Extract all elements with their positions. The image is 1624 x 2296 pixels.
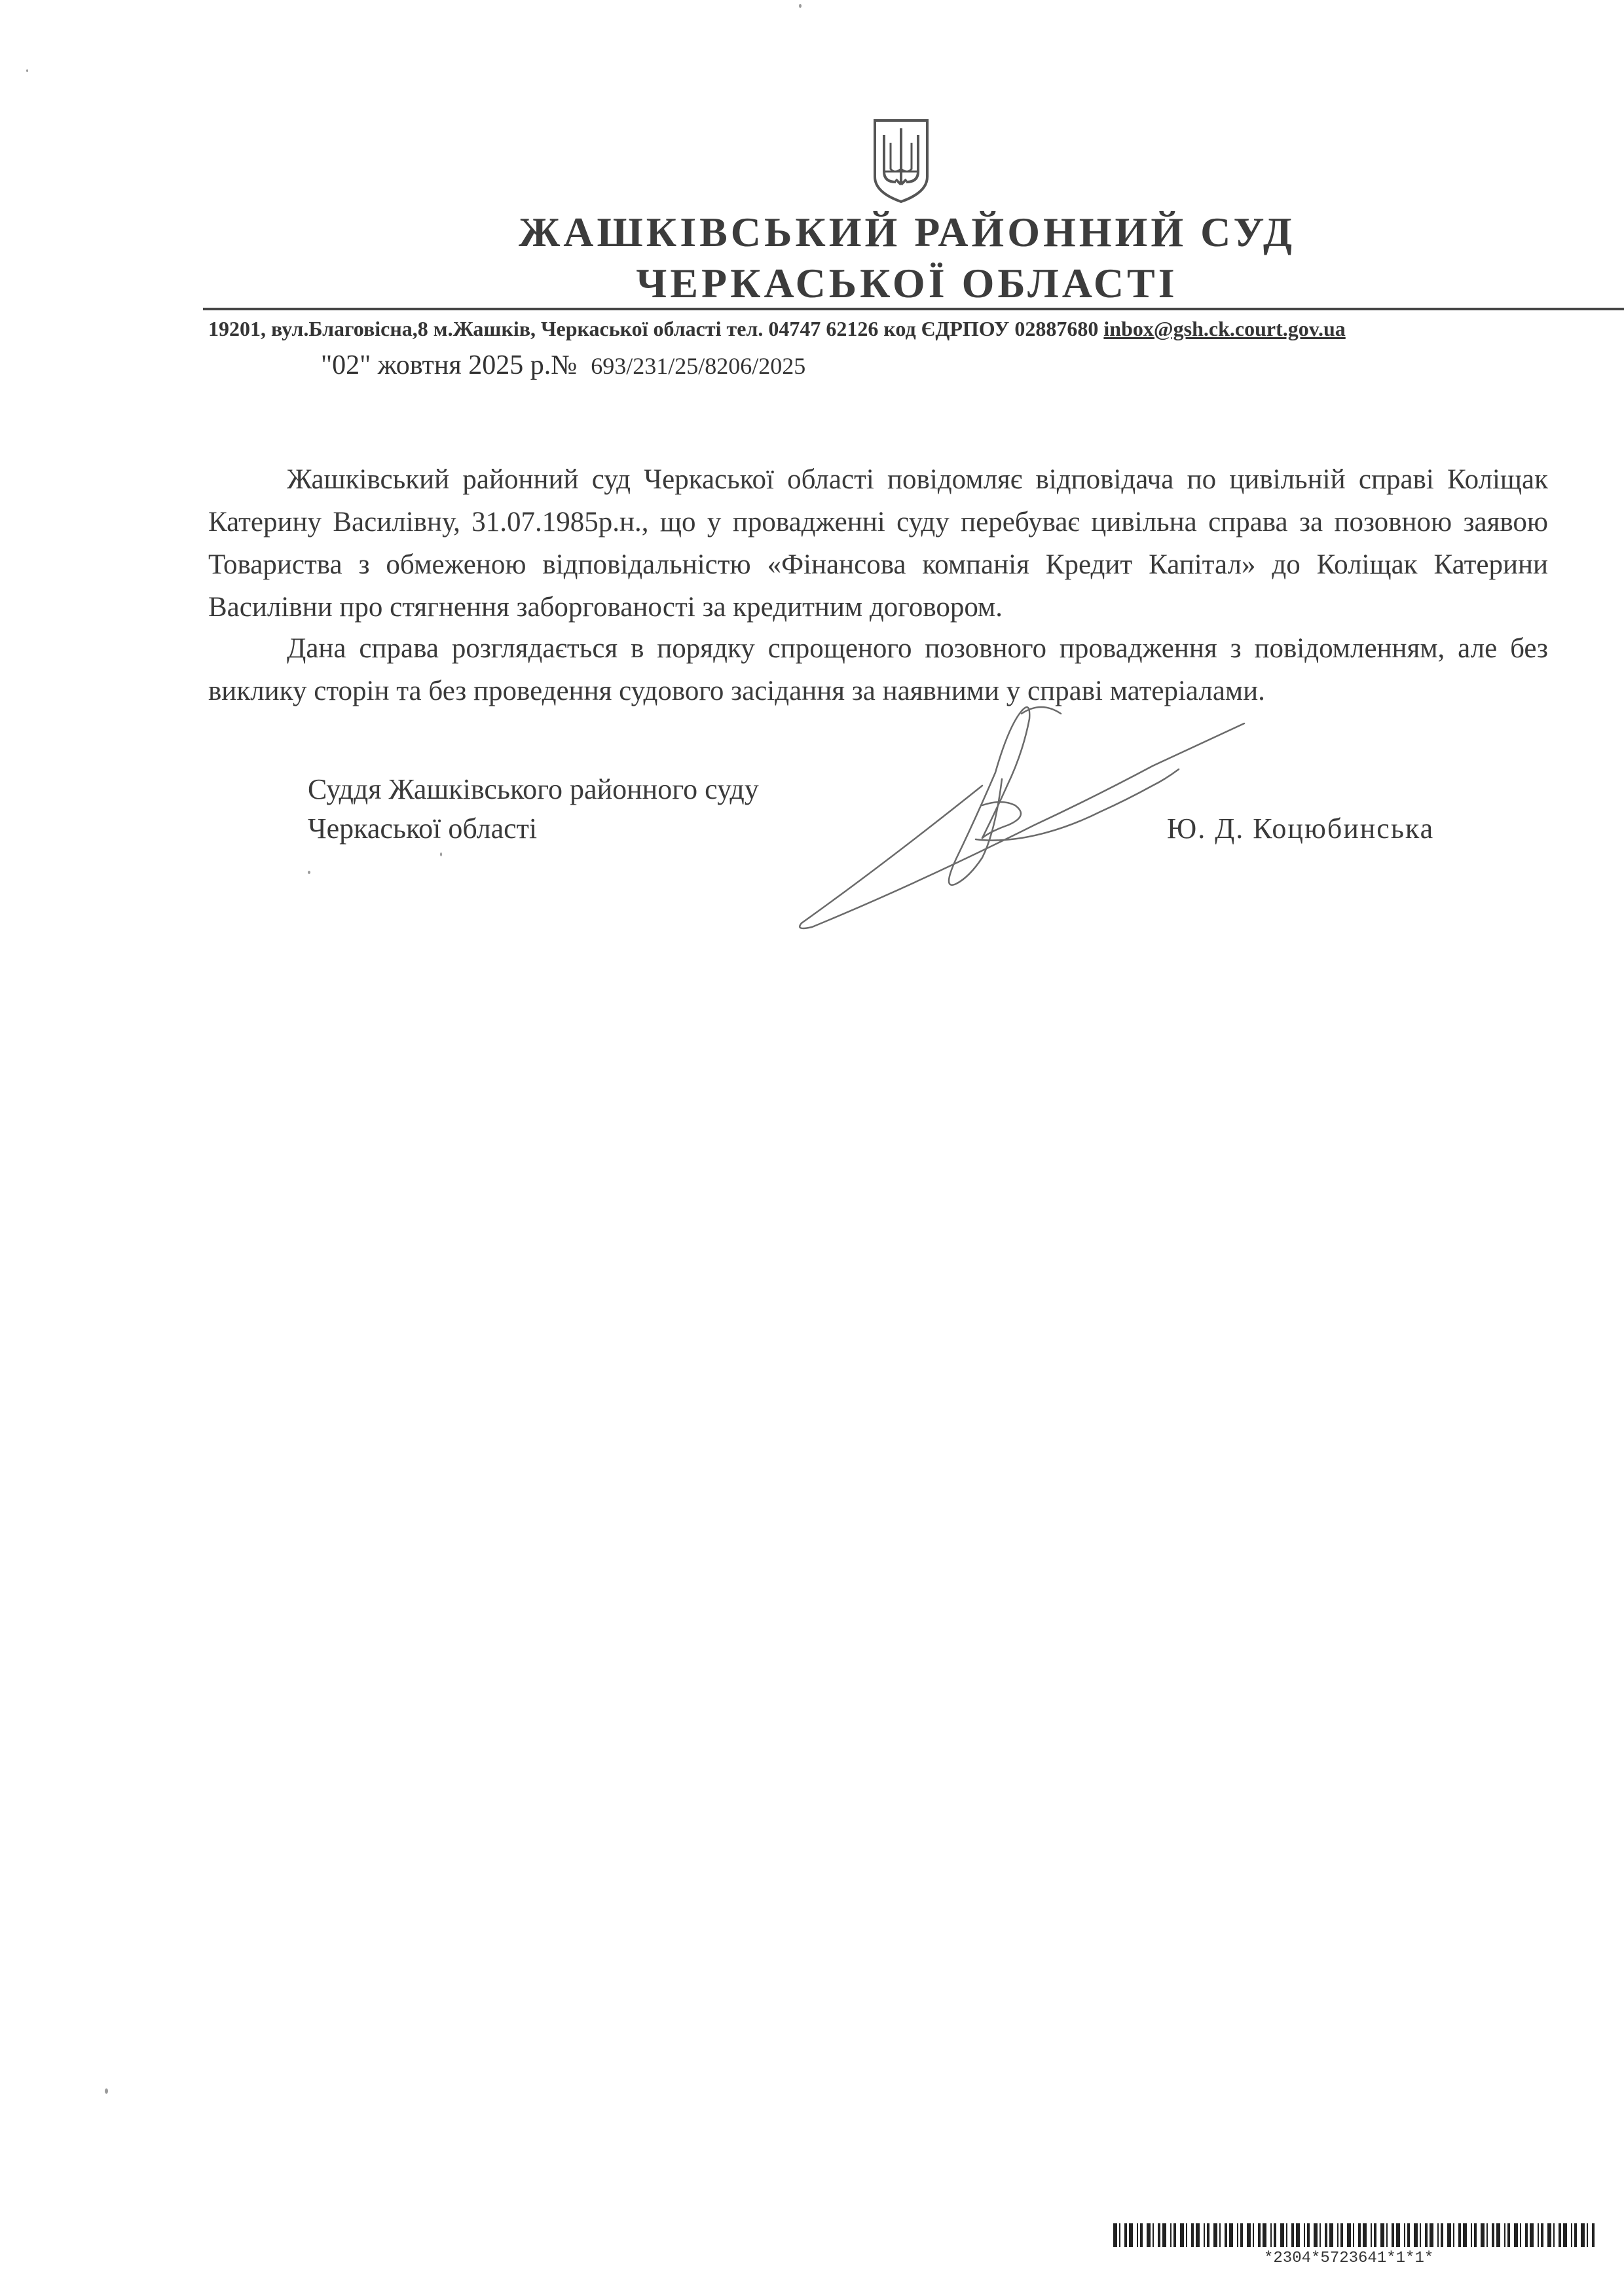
barcode-bar [1286,2223,1287,2247]
court-name: ЖАШКІВСЬКИЙ РАЙОННИЙ СУД [519,209,1295,255]
body-paragraph-2: Дана справа розглядається в порядку спрощеного позовного провадження з повідомленням, але без виклику сторін та без проведення судового засідання за наявними у справі матеріалами. [208,633,1548,706]
barcode-bar [1538,2223,1539,2247]
barcode-bar [1520,2223,1521,2247]
barcode-bar [1463,2223,1467,2247]
barcode-bar [1340,2223,1343,2247]
letter-date: "02" жовтня 2025 р. [321,350,551,380]
trident-emblem-icon [871,117,931,204]
barcode-bar [1396,2223,1400,2247]
barcode-bar [1119,2223,1120,2247]
barcode-bar [1173,2223,1176,2247]
barcode-bar [1514,2223,1518,2247]
barcode-bar [1196,2223,1200,2247]
barcode-bar [1325,2223,1327,2247]
barcode-bar [1296,2223,1300,2247]
barcode-bar [1253,2223,1254,2247]
barcode-bar [1492,2223,1494,2247]
barcode-bar [1191,2223,1194,2247]
barcode-bar [1592,2223,1595,2247]
barcode-bar [1441,2223,1443,2247]
barcode-bar [1225,2223,1227,2247]
barcode-bar [1474,2223,1477,2247]
barcode-bar [1574,2223,1577,2247]
letter-date-line [321,350,805,381]
barcode-bar [1229,2223,1233,2247]
barcode-bar [1374,2223,1376,2247]
barcode-bar [1129,2223,1133,2247]
barcode-bar [1314,2223,1318,2247]
signer-name: Ю. Д. Коцюбинська [1167,812,1435,845]
barcode-bar [1304,2223,1305,2247]
barcode-text: *2304*5723641*1*1* [1264,2250,1434,2267]
barcode-bar [1430,2223,1433,2247]
barcode-bar [1219,2223,1221,2247]
scan-speck [308,871,310,874]
barcode-bar [1386,2223,1388,2247]
header-divider [203,308,1624,310]
handwritten-signature-icon [786,687,1283,949]
barcode-bar [1274,2223,1276,2247]
contacts-text: 19201, вул.Благовісна,8 м.Жашків, Черкаської області тел. 04747 62126 код ЄДРПОУ 02887680 [208,317,1104,340]
barcode-bar [1337,2223,1338,2247]
barcode-bar [1547,2223,1551,2247]
barcode-bar [1162,2223,1166,2247]
barcode-bar [1237,2223,1238,2247]
barcode-bar [1414,2223,1418,2247]
barcode-bar [1186,2223,1187,2247]
barcode-bar [1541,2223,1543,2247]
barcode-bar [1180,2223,1184,2247]
signer-title-line-2: Черкаської області [308,812,538,845]
barcode-bar [1247,2223,1251,2247]
scan-speck [105,2088,108,2094]
court-region: ЧЕРКАСЬКОЇ ОБЛАСТІ [636,260,1178,306]
barcode-bar [1147,2223,1151,2247]
barcode-bar [1581,2223,1585,2247]
barcode-bar [1447,2223,1451,2247]
barcode-bar [1453,2223,1454,2247]
barcode-bar [1563,2223,1567,2247]
barcode-bar [1407,2223,1410,2247]
barcode-bar [1380,2223,1384,2247]
number-sign: № [551,350,578,380]
barcode-bar [1587,2223,1588,2247]
barcode-bar [1113,2223,1117,2247]
scan-speck [26,69,28,72]
barcode-bar [1437,2223,1439,2247]
signer-title-line-1: Суддя Жашківського районного суду [308,773,759,805]
barcode-bar [1170,2223,1172,2247]
barcode-bar [1507,2223,1510,2247]
barcode-bar [1525,2223,1528,2247]
body-paragraph-1: Жашківський районний суд Черкаської області повідомляє відповідача по цивільній справі Коліщак Катерину Василівну, 31.07.1985р.н., що у провадженні суду перебуває цивільна справа за позовною заявою Товариства з обмеженою відповідальністю «Фінансова компанія Кредит Капітал» до Коліщак Катерини Василівни про стягнення заборгованості за кредитним договором. [208,464,1548,623]
barcode-bar [1458,2223,1461,2247]
barcode-bar [1358,2223,1361,2247]
barcode-bar [1258,2223,1261,2247]
barcode-bar [1124,2223,1127,2247]
barcode-bar [1530,2223,1534,2247]
barcode-bar [1504,2223,1505,2247]
barcode-bar [1213,2223,1217,2247]
letter-number: 693/231/25/8206/2025 [591,353,806,379]
barcode-bar [1153,2223,1154,2247]
barcode-bar [1320,2223,1321,2247]
barcode-bar [1140,2223,1143,2247]
barcode-bar [1425,2223,1428,2247]
court-contacts [208,317,1346,341]
barcode-bar [1392,2223,1394,2247]
barcode-bar [1263,2223,1266,2247]
barcode-bar [1347,2223,1351,2247]
barcode-icon [1113,2223,1598,2247]
barcode-bar [1280,2223,1284,2247]
scan-speck [799,4,802,8]
barcode-bar [1307,2223,1310,2247]
barcode-bar [1471,2223,1472,2247]
barcode-bar [1270,2223,1272,2247]
barcode-bar [1404,2223,1405,2247]
barcode-bar [1371,2223,1372,2247]
barcode-bar [1363,2223,1367,2247]
barcode-bar [1353,2223,1354,2247]
contact-email-link[interactable]: inbox@gsh.ck.court.gov.ua [1103,317,1346,340]
barcode-bar [1291,2223,1294,2247]
barcode-bar [1207,2223,1209,2247]
barcode-bar [1553,2223,1555,2247]
barcode-bar [1329,2223,1333,2247]
barcode-bar [1158,2223,1160,2247]
barcode-bar [1571,2223,1572,2247]
scan-speck [440,852,442,856]
barcode-bar [1137,2223,1138,2247]
barcode-bar [1559,2223,1561,2247]
barcode-bar [1496,2223,1500,2247]
barcode-bar [1486,2223,1488,2247]
barcode-bar [1420,2223,1421,2247]
barcode-bar [1204,2223,1205,2247]
barcode-bar [1240,2223,1243,2247]
barcode-bar [1481,2223,1485,2247]
